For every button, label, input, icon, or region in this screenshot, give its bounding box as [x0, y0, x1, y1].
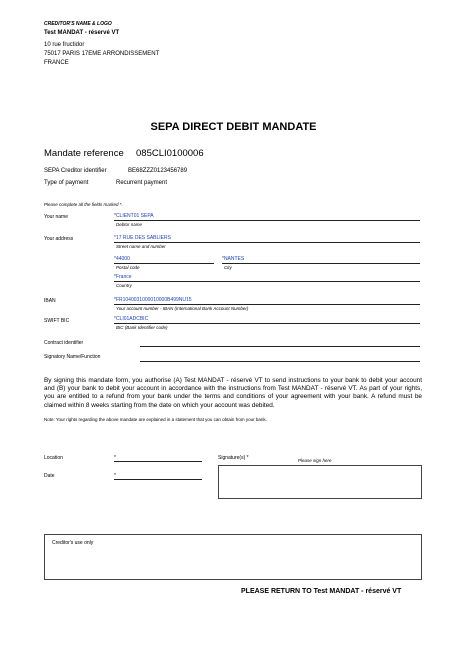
creditor-address-line2: 75017 PARIS 17EME ARRONDISSEMENT — [44, 51, 160, 57]
creditor-identifier-value: BE68ZZZ0123456789 — [128, 168, 188, 174]
creditor-address-line1: 10 rue fructidor — [44, 42, 85, 48]
street-field[interactable]: *17 RUE DES SABLIERS — [114, 235, 171, 241]
country-field[interactable]: *France — [114, 274, 132, 280]
your-name-label: Your name — [44, 214, 68, 220]
city-field[interactable]: *NANTES — [222, 256, 245, 262]
swift-field[interactable]: *CLI01ADCBIC — [114, 316, 149, 322]
date-required-mark: * — [114, 473, 116, 479]
country-caption: Country — [116, 283, 132, 288]
iban-field[interactable]: *FR1040031000010000B499NU15 — [114, 297, 192, 303]
postal-code-line — [114, 263, 214, 264]
iban-line — [114, 304, 420, 305]
postal-code-caption: Postal code — [116, 265, 140, 270]
debtor-name-caption: Debtor name — [116, 222, 143, 227]
location-line[interactable] — [114, 461, 202, 462]
creditor-country: FRANCE — [44, 60, 69, 66]
creditor-identifier-label: SEPA Creditor identifier — [44, 168, 107, 174]
rights-note: Note: Your rights regarding the above mandate are explained in a statement that you can obtain from your bank. — [44, 417, 267, 422]
creditor-name: Test MANDAT - réservé VT — [44, 30, 120, 36]
contract-identifier-line[interactable] — [140, 346, 420, 347]
mandate-reference-value: 085CLI0100006 — [136, 148, 204, 159]
date-label: Date — [44, 473, 55, 479]
instructions-text: Please complete all the fields marked *. — [44, 202, 123, 207]
debtor-name-line — [114, 220, 420, 221]
swift-caption: BIC (Bank Identifier code) — [116, 325, 168, 330]
your-address-label: Your address — [44, 236, 74, 242]
city-line — [222, 263, 420, 264]
contract-identifier-label: Contract identifier — [44, 340, 84, 346]
authorisation-paragraph: By signing this mandate form, you authorise (A) Test MANDAT - réservé VT to send instructions to your bank to debit your account and (B) your bank to debit your account in accordance with the instructions from Test MANDAT - réservé VT. As part of your rights, you are entitled to a refund from your bank under the terms and conditions of your agreement with your bank. A refund must be claimed within 8 weeks starting from the date on which your account was debited. — [44, 377, 422, 409]
payment-type-value: Recurrent payment — [116, 180, 168, 186]
creditor-use-label: Creditor's use only — [52, 540, 94, 546]
signature-label: Signature(s) * — [218, 455, 249, 461]
signature-box[interactable] — [218, 465, 422, 499]
country-line — [114, 281, 420, 282]
iban-label: IBAN — [44, 298, 56, 304]
location-required-mark: * — [114, 455, 116, 461]
creditor-heading: CREDITOR'S NAME & LOGO — [44, 21, 112, 27]
street-caption: Street name and number — [116, 244, 166, 249]
city-caption: City — [224, 265, 232, 270]
return-instruction: PLEASE RETURN TO Test MANDAT - réservé VT — [241, 588, 402, 595]
creditor-use-box — [44, 534, 422, 580]
please-sign-here: Please sign here — [298, 458, 332, 463]
iban-caption: Your account number - IBAN (International Bank Account Number) — [116, 306, 249, 311]
payment-type-label: Type of payment — [44, 180, 89, 186]
location-label: Location — [44, 455, 63, 461]
street-line — [114, 242, 420, 243]
postal-code-field[interactable]: *44000 — [114, 256, 130, 262]
swift-line — [114, 323, 420, 324]
swift-label: SWIFT BIC — [44, 318, 70, 324]
signatory-label: Signatory Name/Function — [44, 354, 101, 360]
page-title: SEPA DIRECT DEBIT MANDATE — [150, 121, 317, 133]
date-line[interactable] — [114, 479, 202, 480]
debtor-name-field[interactable]: *CLIENT01 SEPA — [114, 213, 154, 219]
mandate-reference-label: Mandate reference — [44, 148, 124, 159]
signatory-line[interactable] — [140, 361, 420, 362]
